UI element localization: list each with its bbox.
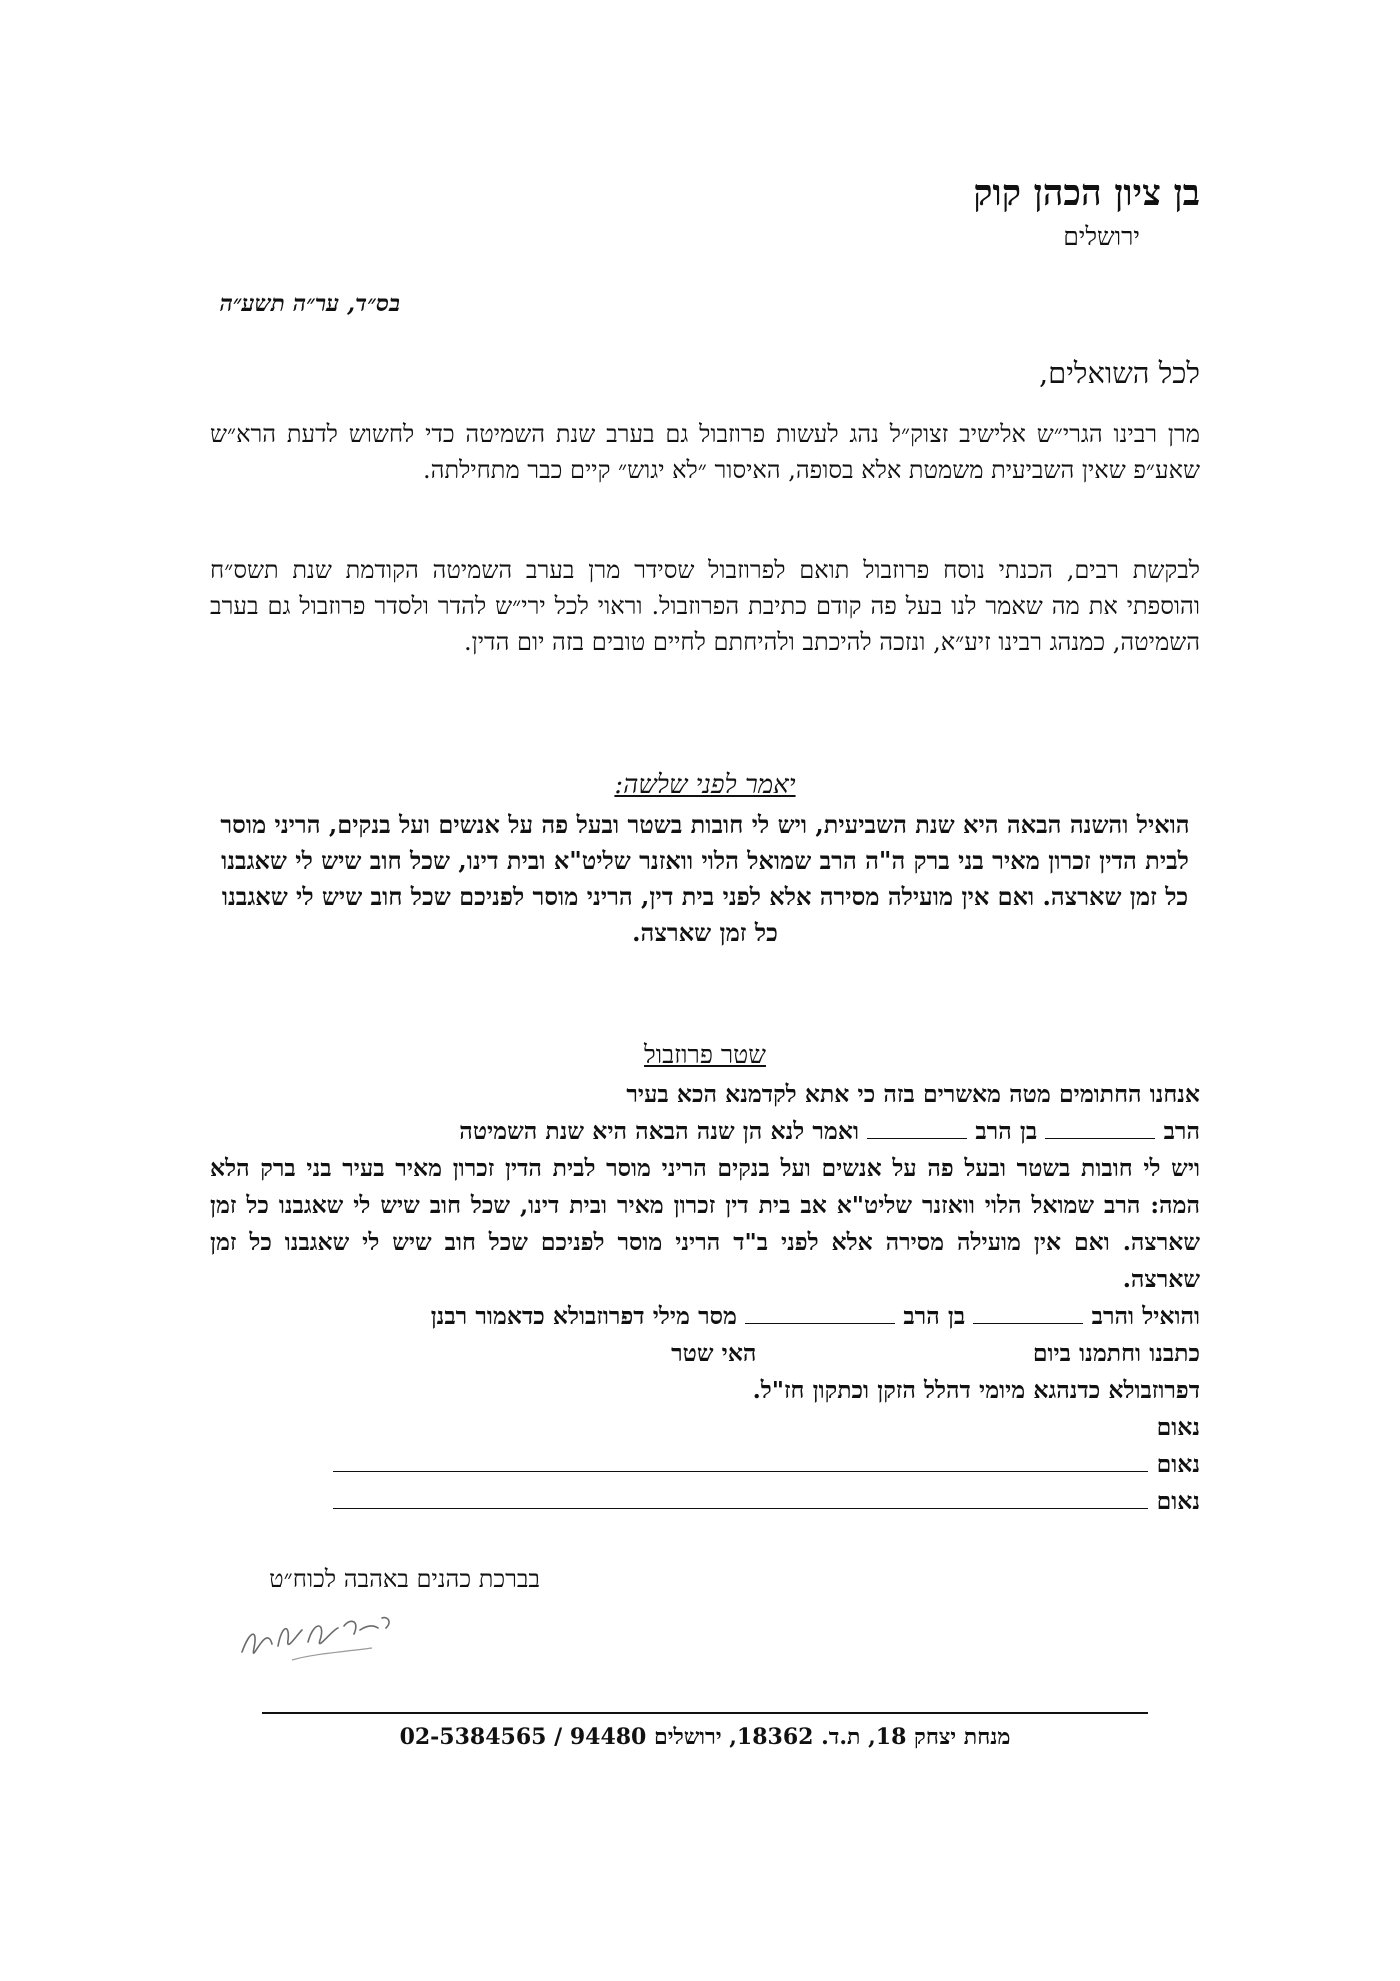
fill-blank [867,1116,967,1139]
paragraph-1: מרן רבינו הגרי״ש אלישיב זצוק״ל נהג לעשות פרוזבול גם בערב שנת השמיטה כדי לחשוש לדעת הרא״ש שאע״פ שאין השביעית משמטת אלא בסופה, האיסור ״לא יגוש״ קיים כבר מתחילתה. [210,420,1200,484]
witness-line-1: נאום [1156,1413,1200,1441]
section-heading-prozbul: שטר פרוזבול [644,1040,766,1069]
deed-body: ויש לי חובות בשטר ובעל פה על אנשים ועל בנקים הריני מוסר לבית הדין זכרון מאיר בעיר בני ברק הלא המה: הרב שמואל הלוי וואזנר שליט"א אב בית דין זכרון מאיר ובית דינו, שכל חוב שיש לי שאגבנו כל זמן שארצה. ואם אין מועילה מסירה אלא לפני ב"ד הריני מוסר לפניכם שכל חוב שיש לי שאגבנו כל זמן שארצה. [210,1154,1200,1293]
signature-blank [333,1449,1148,1472]
deed-line-2: הרב בן הרב ואמר לנא הן שנה הבאה היא שנת השמיטה [459,1117,1200,1145]
witness-line-2: נאום [210,1446,1200,1483]
paragraph-2: לבקשת רבים, הכנתי נוסח פרוזבול תואם לפרוזבול שסידר מרן בערב השמיטה הקודמת שנת תשס״ח והוספתי את מה שאמר לנו בעל פה קודם כתיבת הפרוזבול. וראוי לכל ירי״ש להדר ולסדר פרוזבול גם בערב השמיטה, כמנהג רבינו זיע״א, ונזכה להיכתב ולהיחתם לחיים טובים בזה יום הדין. [210,556,1200,656]
fill-blank [1045,1116,1155,1139]
handwritten-signature-icon [232,1600,412,1670]
footer-address: מנחת יצחק 18, ת.ד. 18362, ירושלים 94480 / 02-5384565 [399,1724,1011,1750]
deed-line-w: כתבנו וחתמנו ביום האי שטר [671,1339,1200,1367]
author-name: בן ציון הכהן קוק [973,172,1200,214]
letter-date: בס״ד, ער״ה תשע״ה [219,290,400,317]
section-heading-declaration: יאמר לפני שלשה: [614,770,796,800]
witness-line-3: נאום [210,1483,1200,1520]
prozbul-deed [210,1076,1200,1520]
deed-line-v: והואיל והרב בן הרב מסר מילי דפרוזבולא כדאמור רבנן [430,1302,1200,1330]
declaration-text: הואיל והשנה הבאה היא שנת השביעית, ויש לי חובות בשטר ובעל פה על אנשים ועל בנקים, הריני מוסר לבית הדין זכרון מאיר בני ברק ה"ה הרב שמואל הלוי וואזנר שליט"א ובית דינו, שכל חוב שיש לי שאגבנו כל זמן שארצה. ואם אין מועילה מסירה אלא לפני בית דין, הריני מוסר לפניכם שכל חוב שיש לי שאגבנו כל זמן שארצה. [220,810,1190,947]
author-city: ירושלים [1063,222,1140,251]
footer-divider [262,1712,1148,1714]
signature-blank [333,1486,1148,1509]
fill-blank [745,1301,895,1324]
deed-line-1: אנחנו החתומים מטה מאשרים בזה כי אתא לקדמנא הכא בעיר [626,1080,1200,1108]
deed-line-x: דפרוזבולא כדנהגא מיומי דהלל הזקן וכתקון חז"ל. [752,1376,1200,1404]
greeting: לכל השואלים, [1038,356,1200,390]
fill-blank [973,1301,1083,1324]
closing-blessing: בברכת כהנים באהבה לכוח״ט [269,1565,540,1593]
